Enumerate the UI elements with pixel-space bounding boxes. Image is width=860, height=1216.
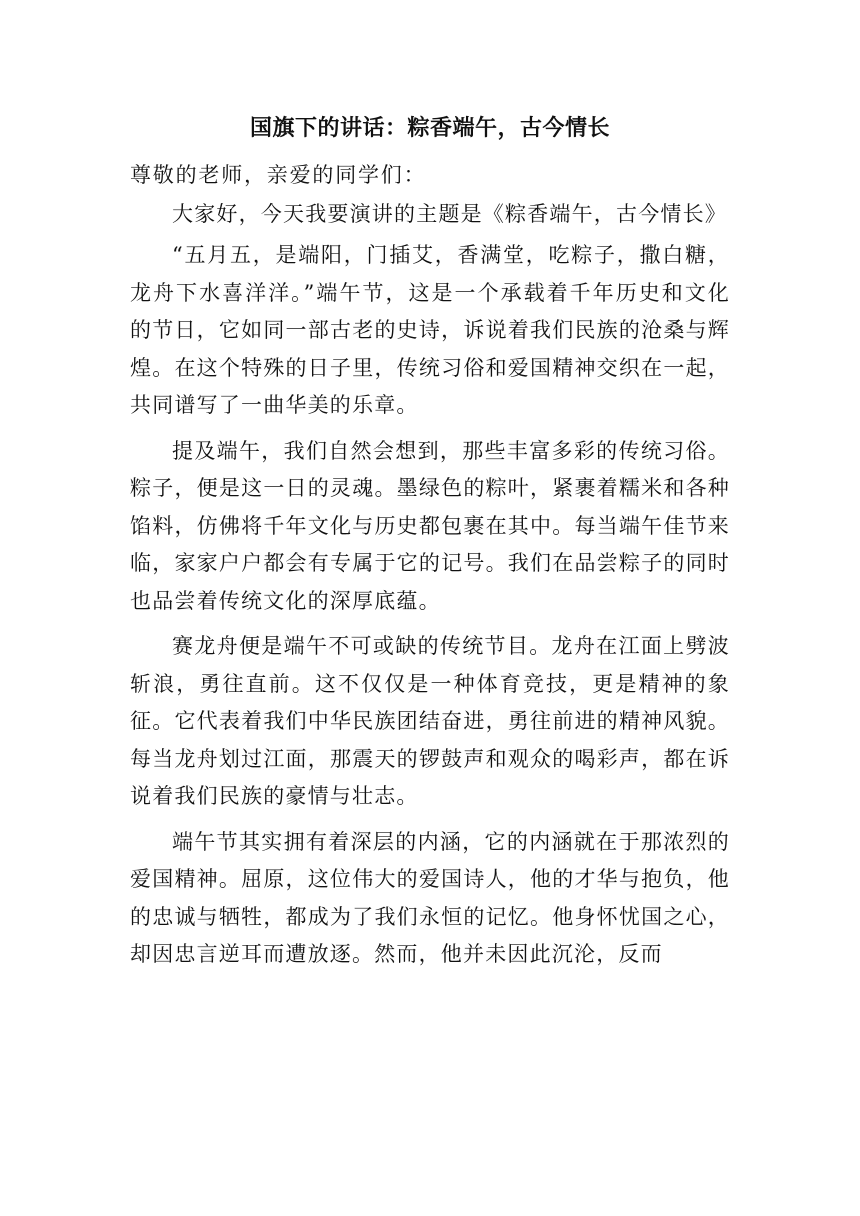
paragraph-qu-yuan: 端午节其实拥有着深层的内涵，它的内涵就在于那浓烈的爱国精神。屈原，这位伟大的爱国诗人，他的才华与抱负，他的忠诚与牺牲，都成为了我们永恒的记忆。他身怀忧国之心，却因忠言逆耳而遭放逐。然而，他并未因此沉沦，反而 [130, 829, 730, 966]
document-body [130, 157, 730, 974]
paragraph-intro: 大家好，今天我要演讲的主题是《粽香端午，古今情长》 [172, 201, 727, 226]
paragraph-rhyme: “五月五，是端阳，门插艾，香满堂，吃粽子，撒白糖，龙舟下水喜洋洋。”端午节，这是一个承载着千年历史和文化的节日，它如同一部古老的史诗，诉说着我们民族的沧桑与辉煌。在这个特殊的日子里，传统习俗和爱国精神交织在一起，共同谱写了一曲华美的乐章。 [130, 243, 730, 417]
salutation: 尊敬的老师，亲爱的同学们： [130, 163, 427, 187]
document-title: 国旗下的讲话：粽香端午，古今情长 [249, 115, 610, 141]
paragraph-dragon-boat: 赛龙舟便是端午不可或缺的传统节目。龙舟在江面上劈波斩浪，勇往直前。这不仅仅是一种体育竞技，更是精神的象征。它代表着我们中华民族团结奋进，勇往前进的精神风貌。每当龙舟划过江面，那震天的锣鼓声和观众的喝彩声，都在诉说着我们民族的豪情与壮志。 [130, 634, 730, 808]
paragraph-zongzi: 提及端午，我们自然会想到，那些丰富多彩的传统习俗。粽子，便是这一日的灵魂。墨绿色的粽叶，紧裹着糯米和各种馅料，仿佛将千年文化与历史都包裹在其中。每当端午佳节来临，家家户户都会有专属于它的记号。我们在品尝粽子的同时也品尝着传统文化的深厚底蕴。 [130, 438, 730, 613]
